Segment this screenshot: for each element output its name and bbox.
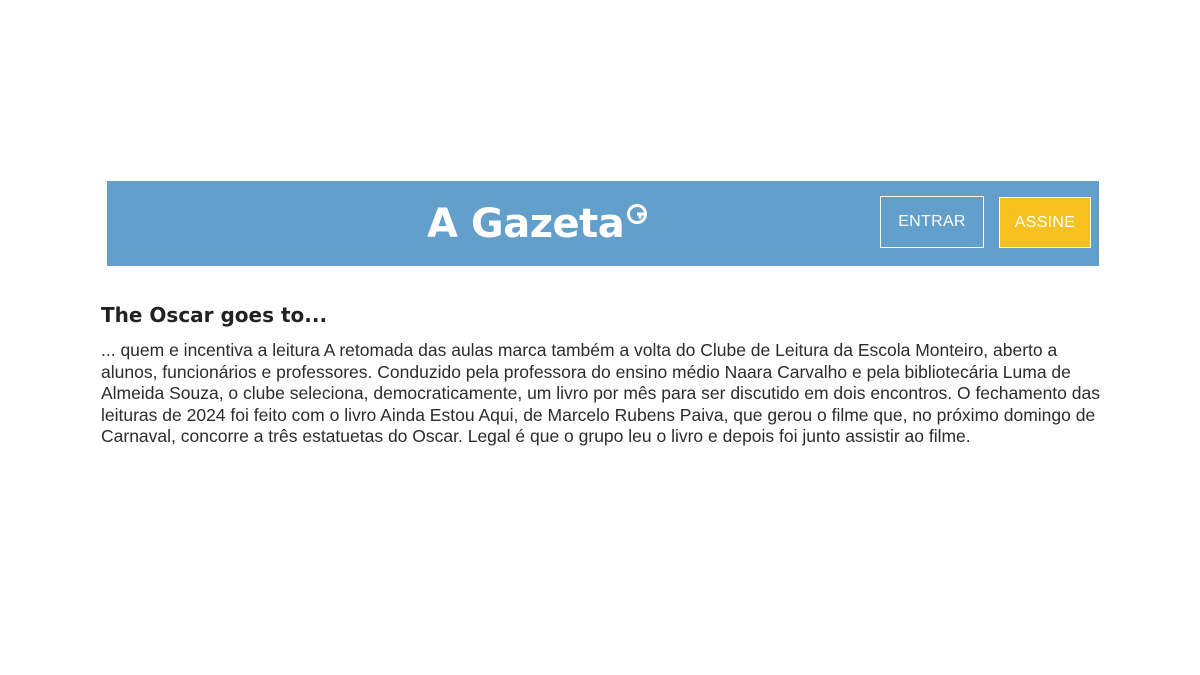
login-button[interactable]: ENTRAR xyxy=(880,196,984,248)
article-headline: The Oscar goes to... xyxy=(101,303,328,327)
site-header xyxy=(107,181,1099,266)
logo-text: A Gazeta xyxy=(427,201,625,247)
site-logo[interactable] xyxy=(427,197,648,247)
gazeta-g-icon xyxy=(626,203,648,225)
article-body: ... quem e incentiva a leitura A retomada das aulas marca também a volta do Clube de Leitura da Escola Monteiro, aberto a alunos, funcionários e professores. Conduzido pela professora do ensino médio Naara Carvalho e pela bibliotecária Luma de Almeida Souza, o clube seleciona, democraticamente, um livro por mês para ser discutido em dois encontros. O fechamento das leituras de 2024 foi feito com o livro Ainda Estou Aqui, de Marcelo Rubens Paiva, que gerou o filme que, no próximo domingo de Carnaval, concorre a três estatuetas do Oscar. Legal é que o grupo leu o livro e depois foi junto assistir ao filme. xyxy=(101,340,1100,446)
subscribe-button[interactable]: ASSINE xyxy=(999,197,1091,248)
